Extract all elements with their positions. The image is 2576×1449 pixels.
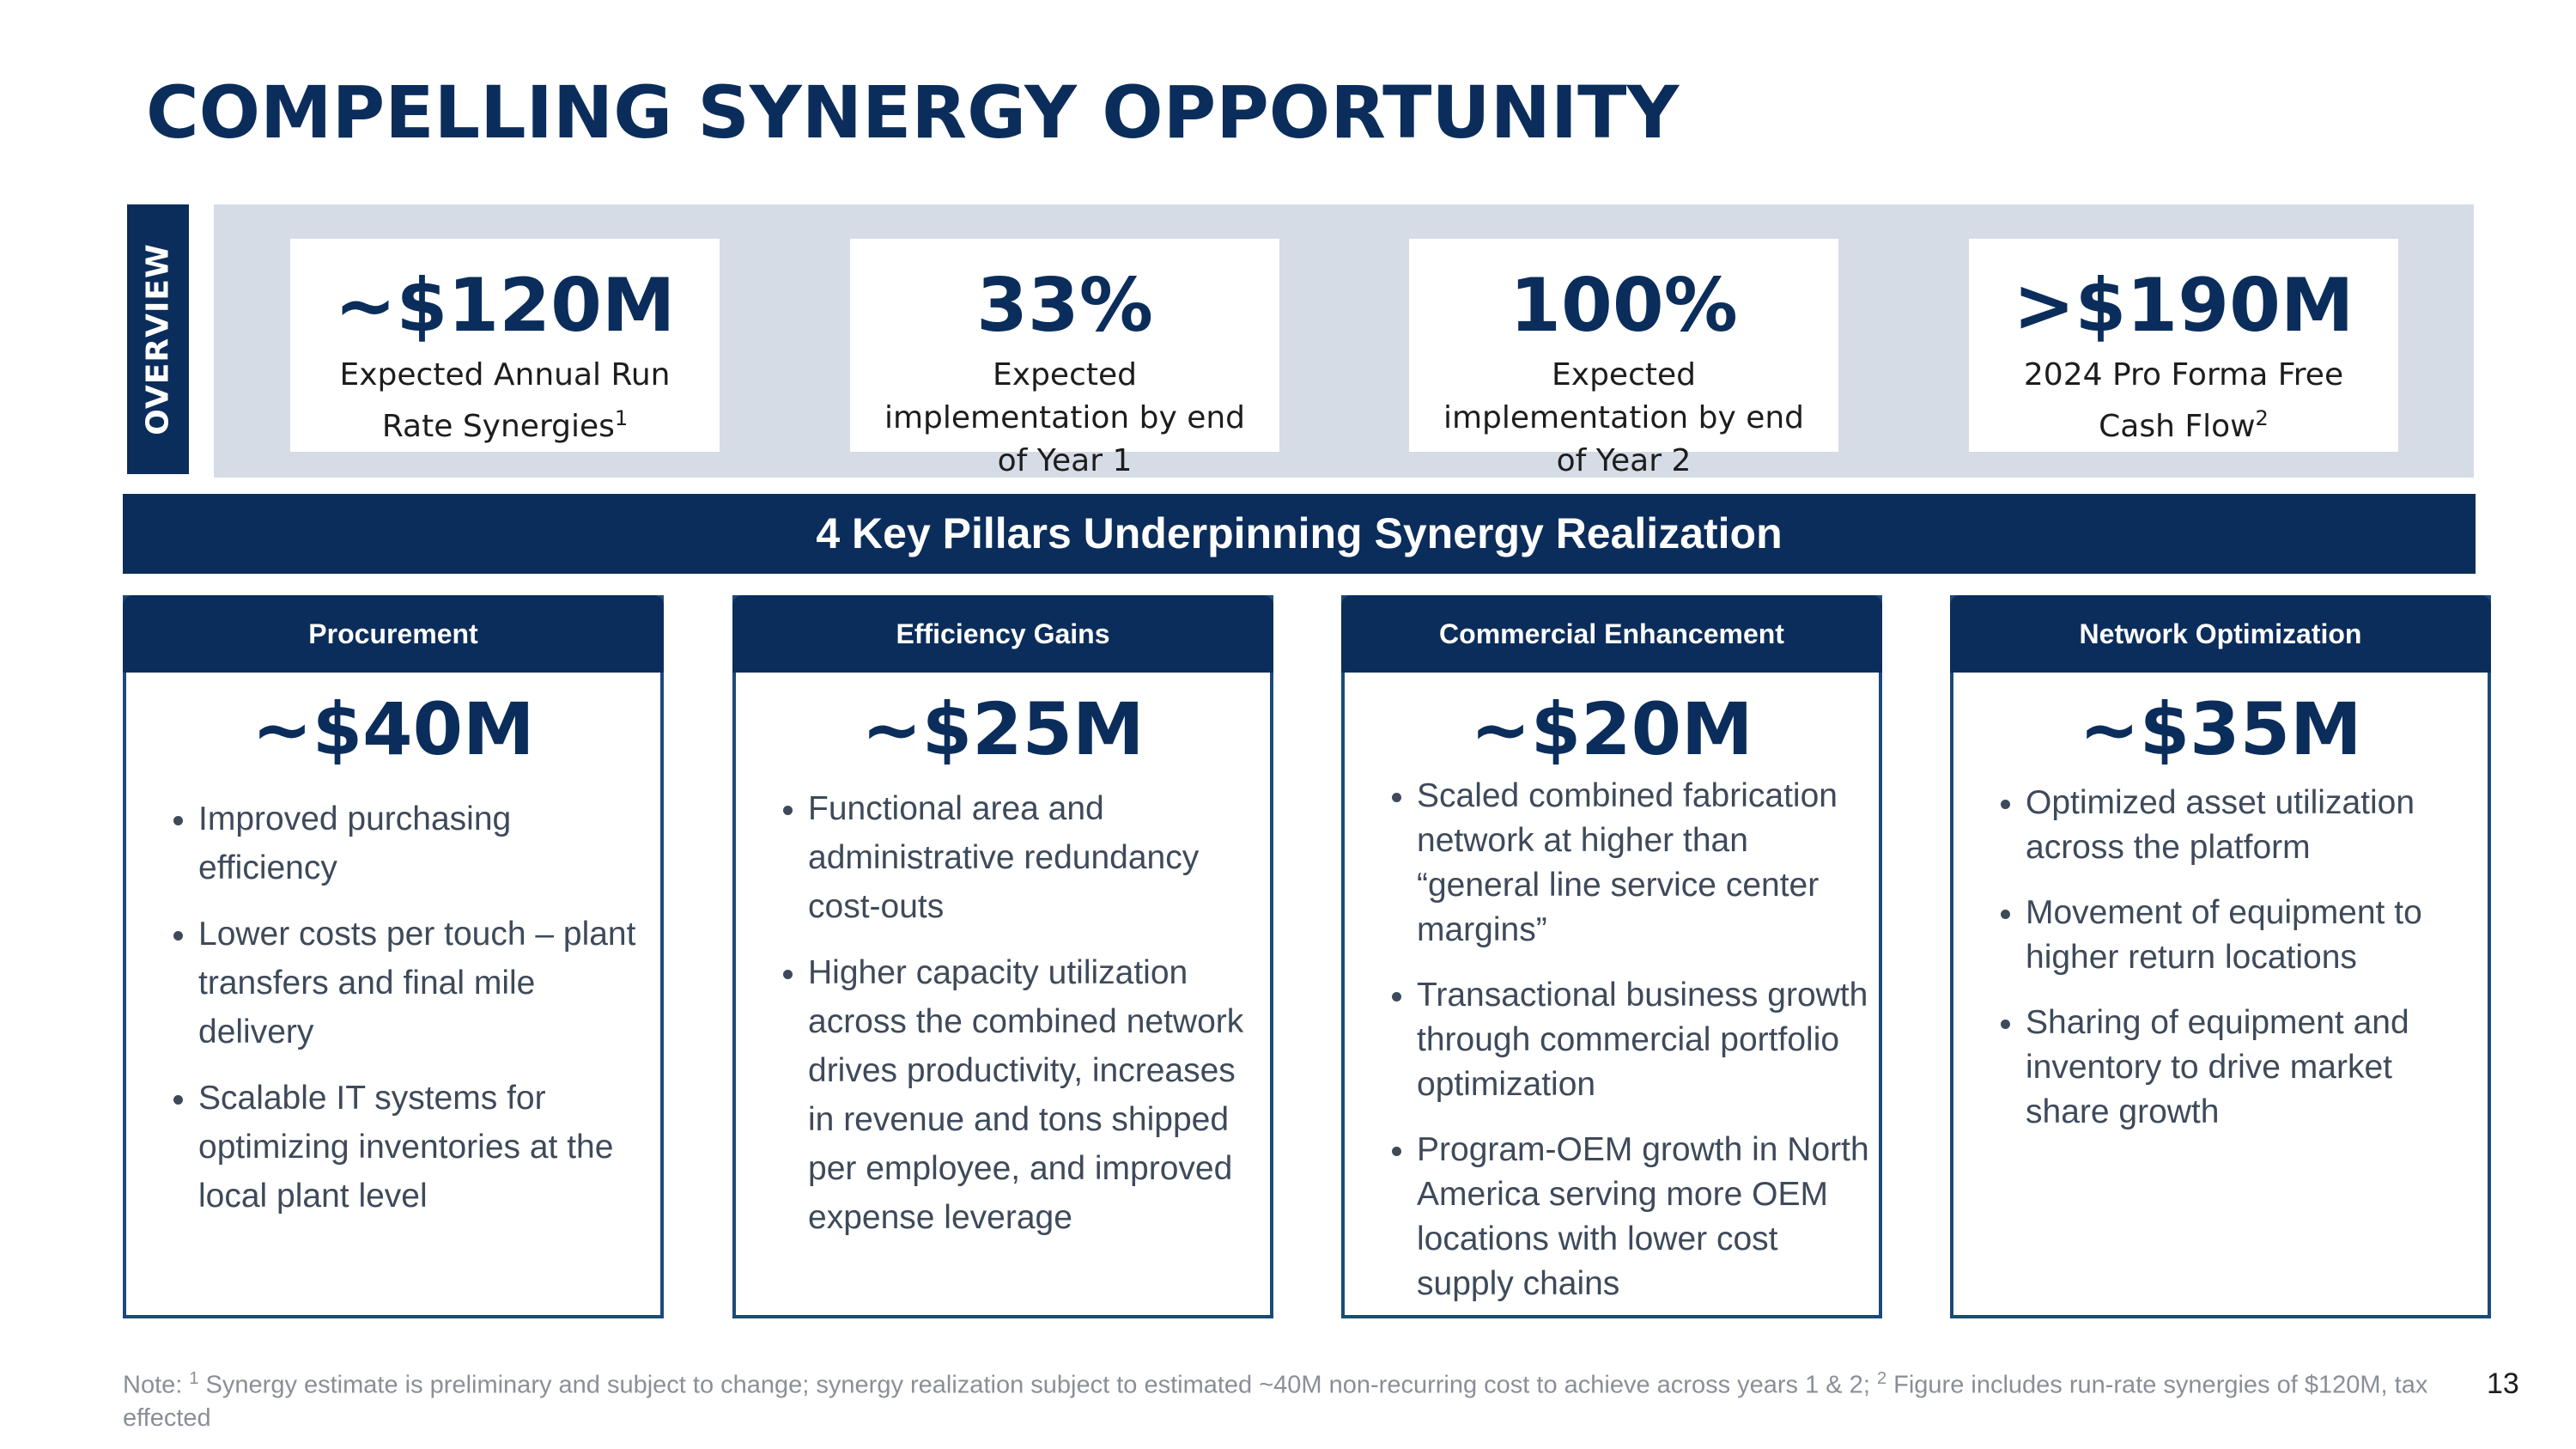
bullet-item: • Functional area and administrative redundancy cost-outs <box>808 784 1253 931</box>
pillar-bullets <box>1345 774 1879 1306</box>
pillar-bullets <box>1953 781 2488 1135</box>
pillar-procurement <box>123 595 664 1318</box>
bullet-item: • Scalable IT systems for optimizing inventories at the local plant level <box>198 1074 643 1221</box>
pillar-header: Commercial Enhancement <box>1341 595 1882 673</box>
pillar-header: Efficiency Gains <box>732 595 1273 673</box>
bullet-item: • Sharing of equipment and inventory to drive market share growth <box>2026 1001 2470 1135</box>
page-number: 13 <box>2487 1367 2519 1400</box>
pillar-bullets <box>736 784 1270 1242</box>
overview-tab-label: OVERVIEW <box>140 243 176 435</box>
pillar-commercial-enhancement <box>1341 595 1882 1318</box>
kpi-card-year1 <box>850 239 1279 478</box>
bullet-item: • Improved purchasing efficiency <box>198 795 643 892</box>
page-title: COMPELLING SYNERGY OPPORTUNITY <box>146 70 1680 155</box>
pillar-bullets <box>126 795 660 1221</box>
footnote: Note: $^1$ Synergy estimate is preliminary and subject to change; synergy realization subject to estimated ~40M non-recurring cost to achieve across years 1 & 2; $^2$ Figure includes run-rate synergies of $120M, tax effected <box>123 1369 2428 1432</box>
bullet-item: • Program-OEM growth in North America serving more OEM locations with lower cost supply chains <box>1417 1128 1872 1306</box>
kpi-label: 2024 Pro Forma Free Cash Flow$^2$ <box>2023 357 2344 444</box>
kpi-card-year2 <box>1409 239 1838 478</box>
bullet-item: • Movement of equipment to higher return locations <box>2026 891 2470 980</box>
kpi-label: Expected Annual Run Rate Synergies$^1$ <box>339 357 671 444</box>
bullet-item: • Optimized asset utilization across the platform <box>2026 781 2470 870</box>
bullet-item: • Lower costs per touch – plant transfers and final mile delivery <box>198 910 643 1056</box>
pillar-amount: ~$20M <box>1470 687 1753 771</box>
bullet-item: • Higher capacity utilization across the combined network drives productivity, increases in revenue and tons shipped per employee, and improved expense leverage <box>808 948 1253 1242</box>
pillar-header: Procurement <box>123 595 664 673</box>
kpi-value: >$190M <box>2013 263 2354 349</box>
kpi-value: ~$120M <box>334 263 676 349</box>
pillar-amount: ~$25M <box>861 687 1145 771</box>
overview-tab <box>127 204 189 474</box>
bullet-item: • Scaled combined fabrication network at higher than “general line service center margins” <box>1417 774 1872 953</box>
kpi-label: Expected implementation by end of Year 1 <box>884 357 1246 478</box>
kpi-value: 33% <box>976 263 1153 349</box>
pillar-header: Network Optimization <box>1950 595 2491 673</box>
kpi-label: Expected implementation by end of Year 2 <box>1443 357 1805 478</box>
kpi-card-free-cash-flow <box>1969 239 2398 452</box>
kpi-value: 100% <box>1510 263 1738 349</box>
pillar-network-optimization <box>1950 595 2491 1318</box>
pillar-amount: ~$40M <box>252 687 535 771</box>
pillar-efficiency-gains <box>732 595 1273 1318</box>
pillars-banner: 4 Key Pillars Underpinning Synergy Realization <box>123 494 2476 574</box>
pillar-amount: ~$35M <box>2079 687 2362 771</box>
bullet-item: • Transactional business growth through commercial portfolio optimization <box>1417 973 1872 1107</box>
kpi-card-run-rate <box>290 239 720 452</box>
